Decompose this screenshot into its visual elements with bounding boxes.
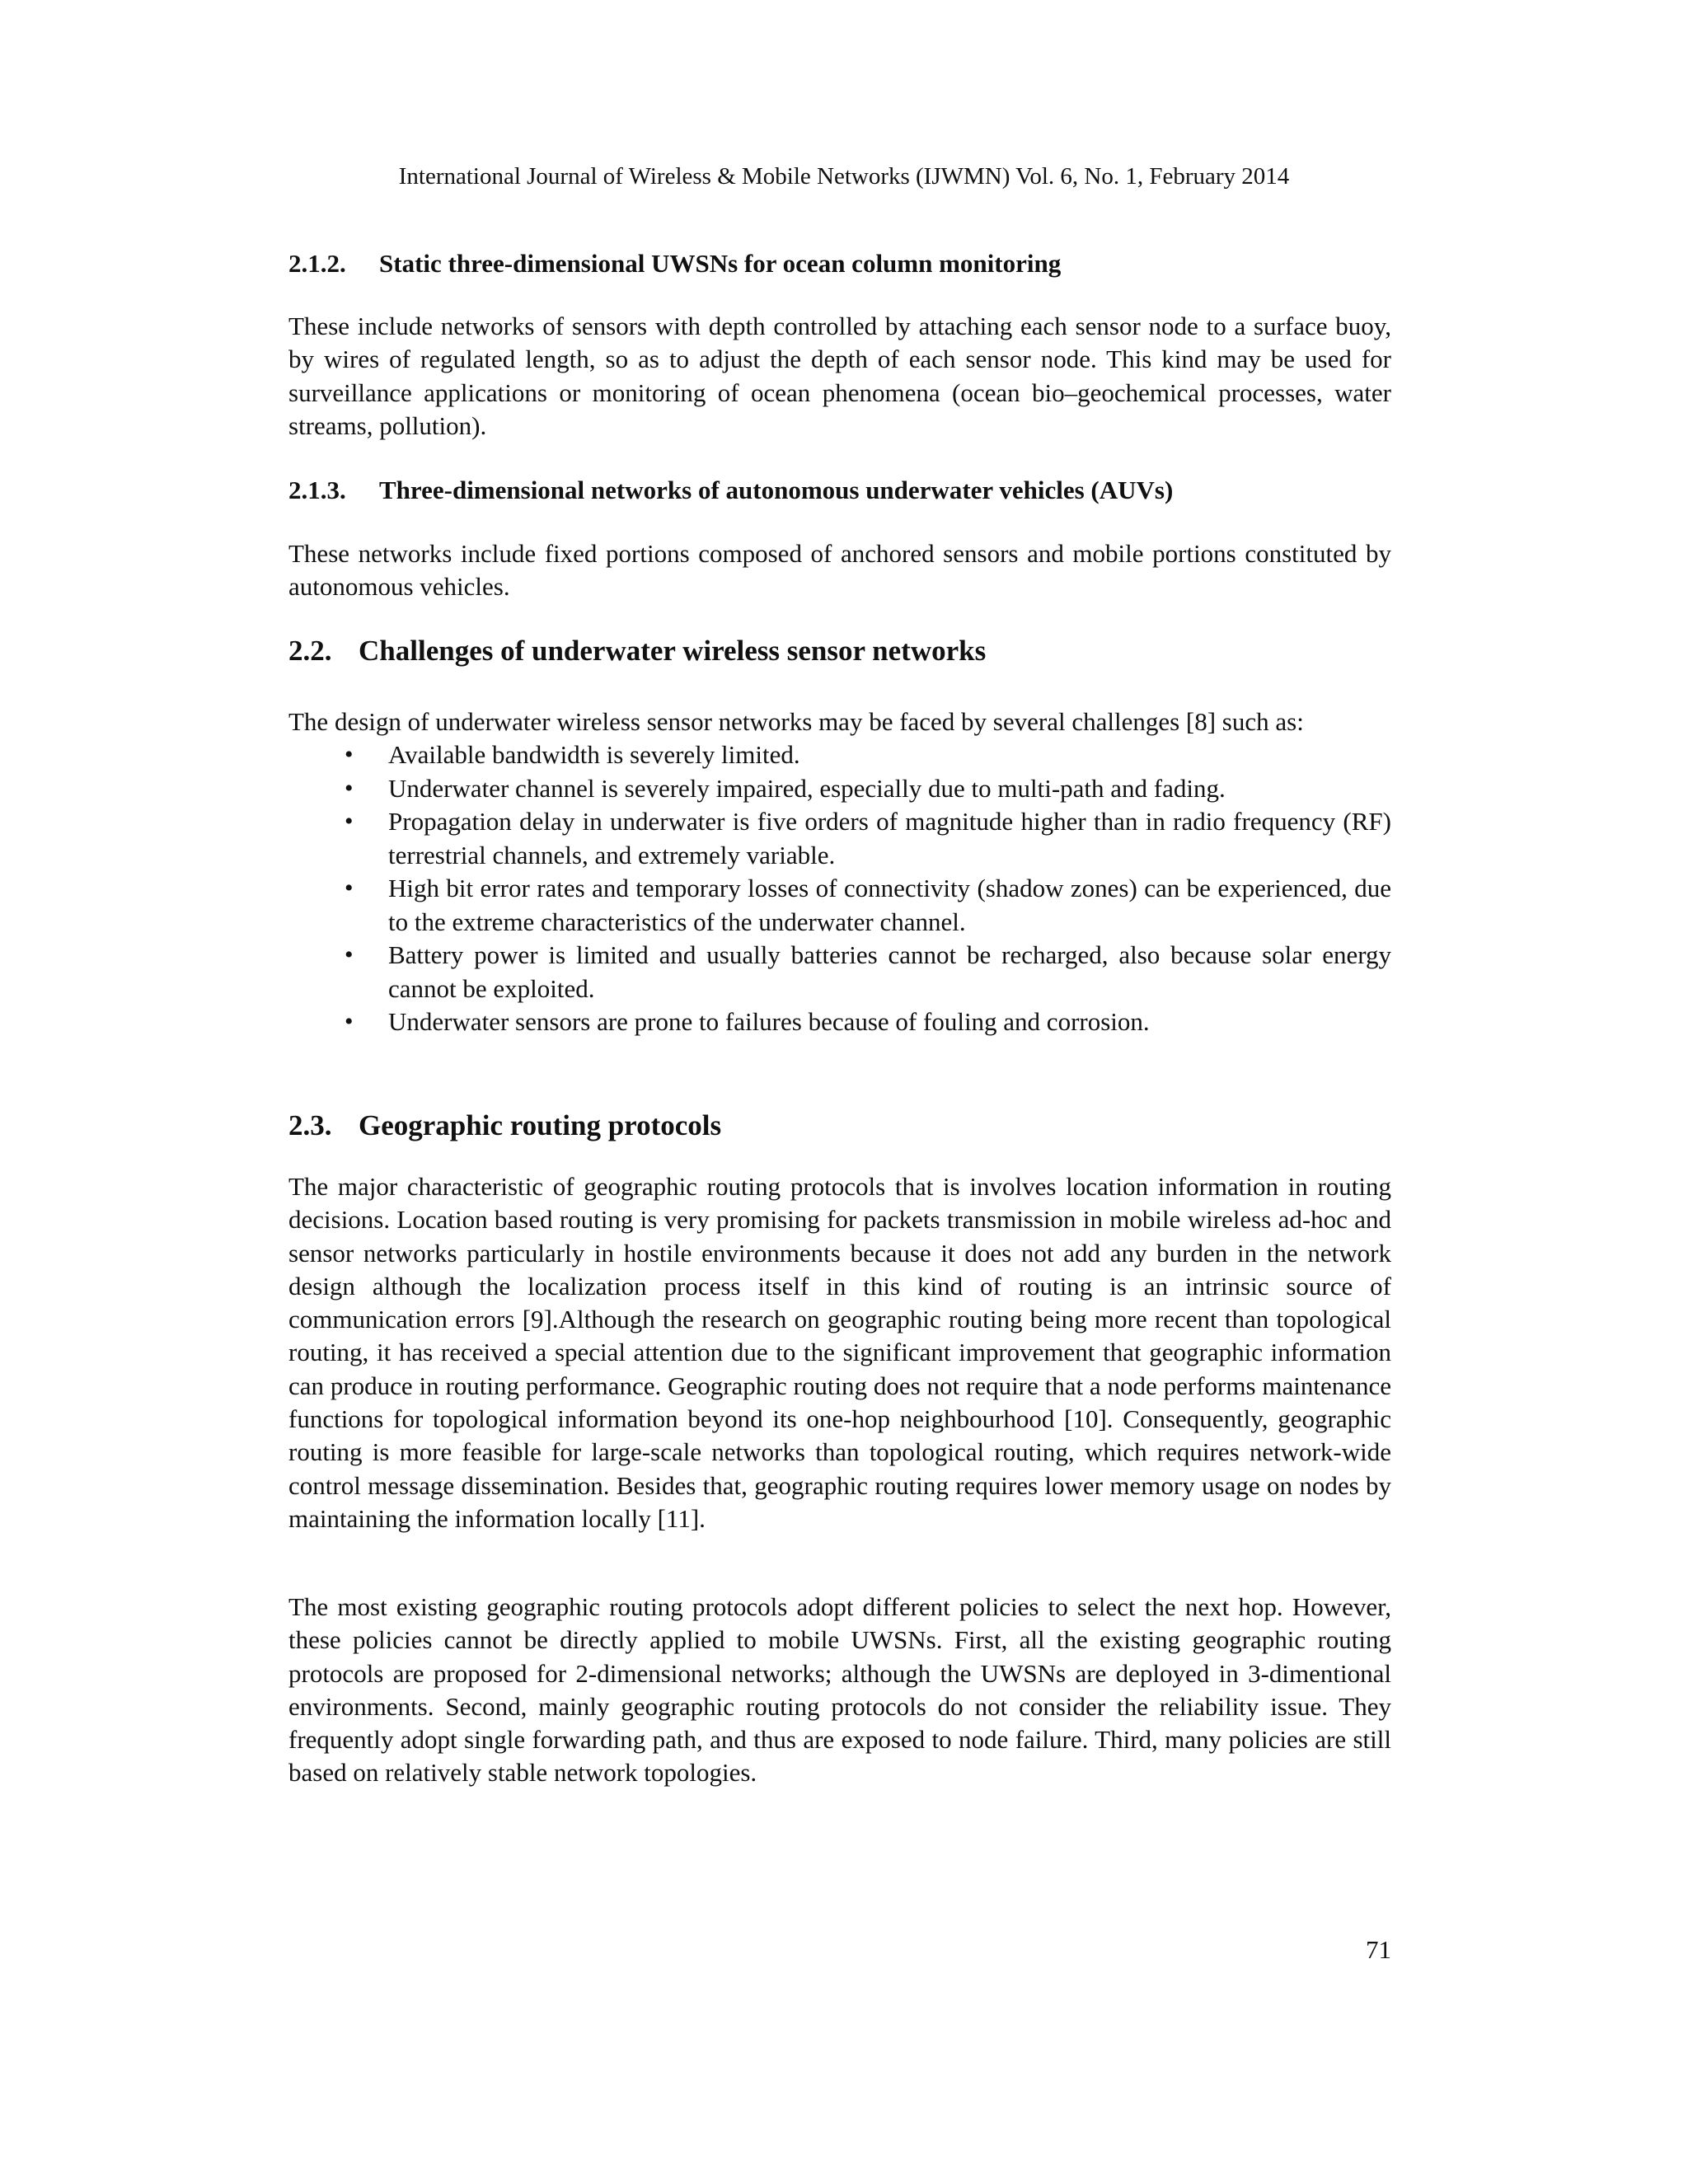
paragraph: The most existing geographic routing protocols adopt different policies to select the next hop. However, these policies cannot be directly applied to mobile UWSNs. First, all the existing geographic routing protocols are proposed for 2-dimensional networks; although the UWSNs are deployed in 3-dimentional environments. Second, mainly geographic routing protocols do not consider the reliability issue. They frequently adopt single forwarding path, and thus are exposed to node failure. Third, many policies are still based on relatively stable network topologies.: [288, 1592, 1391, 1788]
journal-header: International Journal of Wireless & Mobile Networks (IJWMN) Vol. 6, No. 1, February 2014: [398, 163, 1290, 190]
section-number: 2.3.: [288, 1109, 332, 1141]
list-item: • High bit error rates and temporary losses of connectivity (shadow zones) can be experienced, due to the extreme characteristics of the underwater channel.: [345, 874, 1391, 936]
list-item: • Underwater sensors are prone to failures because of fouling and corrosion.: [288, 1005, 1391, 1039]
paragraph: These networks include fixed portions composed of anchored sensors and mobile portions constituted by autonomous vehicles.: [288, 539, 1391, 602]
page-number: 71: [1366, 1935, 1391, 1964]
bullet-icon: •: [345, 741, 354, 769]
paragraph: These include networks of sensors with depth controlled by attaching each sensor node to a surface buoy, by wires of regulated length, so as to adjust the depth of each sensor node. This kind may be used for surveillance applications or monitoring of ocean phenomena (ocean bio–geochemical processes, water streams, pollution).: [288, 312, 1391, 440]
section-2-3-body-1: [288, 1170, 1391, 1535]
section-2-1-3: [288, 474, 1391, 507]
bullet-icon: •: [345, 941, 354, 969]
section-2-2: [288, 633, 1391, 669]
section-title: Challenges of underwater wireless sensor networks: [359, 635, 987, 667]
section-2-3-body-2: [288, 1591, 1391, 1790]
list-item: • Propagation delay in underwater is five orders of magnitude higher than in radio frequency (RF) terrestrial channels, and extremely variable.: [345, 807, 1391, 869]
section-title: Geographic routing protocols: [359, 1109, 722, 1141]
bullet-icon: •: [345, 774, 354, 802]
bullet-icon: •: [345, 808, 354, 836]
section-title: Static three-dimensional UWSNs for ocean column monitoring: [379, 249, 1062, 278]
section-heading: [288, 633, 1391, 669]
section-number: 2.1.3.: [288, 476, 346, 504]
section-title: Three-dimensional networks of autonomous underwater vehicles (AUVs): [379, 476, 1174, 504]
section-2-1-3-body: [288, 537, 1391, 604]
section-number: 2.2.: [288, 635, 332, 667]
section-heading: [288, 247, 1391, 280]
section-2-1-2-body: [288, 310, 1391, 443]
challenge-list: [288, 738, 1391, 1039]
paragraph: The major characteristic of geographic routing protocols that is involves location information in routing decisions. Location based routing is very promising for packets transmission in mobile wireless ad-hoc and sensor networks particularly in hostile environments because it does not add any burden in the network design although the localization process itself in this kind of routing is an intrinsic source of communication errors [9].Although the research on geographic routing being more recent than topological routing, it has received a special attention due to the significant improvement that geographic information can produce in routing performance. Geographic routing does not require that a node performs maintenance functions for topological information beyond its one-hop neighbourhood [10]. Consequently, geographic routing is more feasible for large-scale networks than topological routing, which requires network-wide control message dissemination. Besides that, geographic routing requires lower memory usage on nodes by maintaining the information locally [11].: [288, 1172, 1391, 1533]
section-2-1-2: [288, 247, 1391, 280]
section-2-3: [288, 1108, 1391, 1144]
bullet-icon: •: [345, 874, 354, 902]
section-heading: [288, 1108, 1391, 1144]
section-2-2-body: [288, 705, 1391, 1039]
list-item: • Battery power is limited and usually batteries cannot be recharged, also because solar energy cannot be exploited.: [345, 940, 1391, 1003]
bullet-icon: •: [345, 1008, 354, 1036]
paragraph: The design of underwater wireless sensor networks may be faced by several challenges [8] such as:: [288, 707, 1304, 736]
list-item: • Underwater channel is severely impaired, especially due to multi-path and fading.: [288, 772, 1391, 806]
section-number: 2.1.2.: [288, 249, 346, 278]
section-heading: [288, 474, 1391, 507]
list-item: • Available bandwidth is severely limited.: [288, 738, 1391, 772]
